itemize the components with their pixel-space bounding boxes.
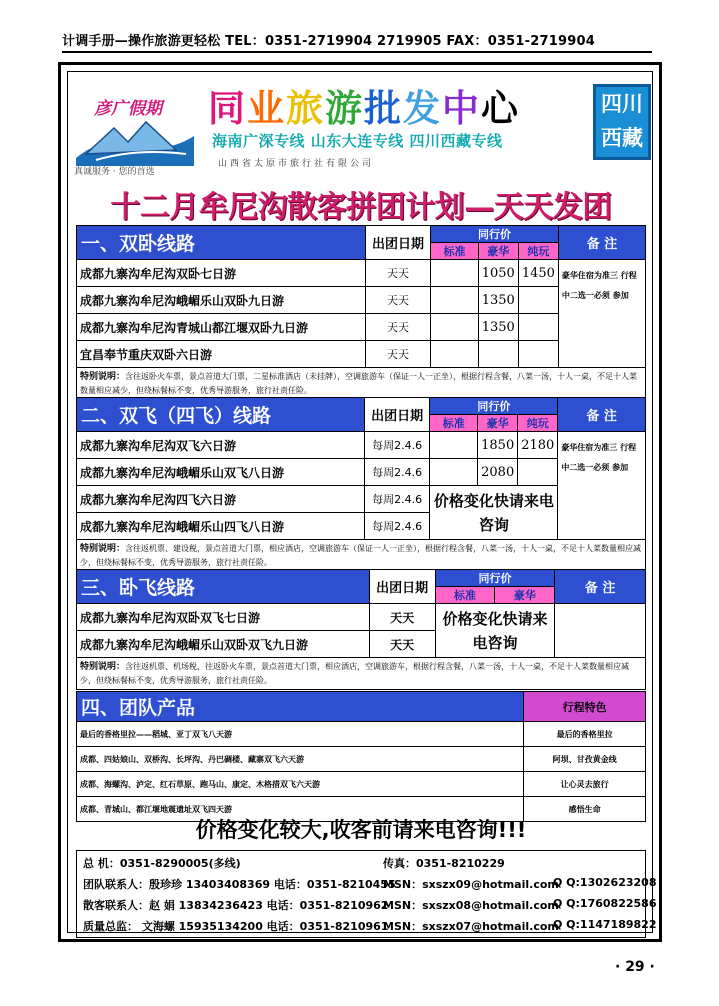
ask-price-note: 价格变化快请来电咨询	[435, 604, 555, 658]
section-header-row	[77, 226, 646, 243]
std-price	[431, 314, 479, 341]
contact-msn: MSN：sxszx08@hotmail.com	[383, 899, 559, 912]
std-price	[430, 459, 478, 486]
departure-date: 天天	[369, 631, 435, 658]
title-char: 同	[208, 87, 247, 130]
feature-header: 行程特色	[524, 692, 646, 722]
agency-logo	[74, 86, 198, 178]
table-row	[77, 604, 646, 631]
badge-line: 四川	[601, 92, 643, 116]
std-price	[431, 287, 479, 314]
contact-qq: Q Q:1147189822	[553, 918, 657, 931]
section-table-2	[76, 397, 646, 572]
remark-header: 备 注	[555, 570, 646, 604]
departure-date: 天天	[369, 604, 435, 631]
luxury-price: 1350	[478, 314, 518, 341]
title-char: 中	[442, 87, 481, 130]
table-row	[77, 260, 646, 287]
section-header-row	[77, 692, 646, 722]
section-name: 一、双卧线路	[77, 226, 366, 260]
special-note-row	[77, 540, 646, 572]
contact-msn: MSN：sxszx07@hotmail.com	[383, 920, 559, 933]
consult-slogan: 价格变化较大,收客前请来电咨询!!!	[195, 818, 527, 842]
route-feature: 感悟生命	[524, 797, 646, 822]
route-name: 成都九寨沟牟尼沟双卧七日游	[77, 260, 366, 287]
table-row	[77, 432, 646, 459]
badge-line: 西藏	[601, 126, 643, 150]
section-header-row	[77, 570, 646, 587]
top-divider	[62, 51, 652, 53]
logo-name: 彦广假期	[94, 99, 162, 119]
departure-date: 每周2.4.6	[364, 486, 430, 513]
departure-date: 天天	[365, 287, 430, 314]
route-name: 成都九寨沟牟尼沟峨嵋乐山双飞八日游	[77, 459, 365, 486]
contact-qq: Q Q:1760822586	[553, 897, 657, 910]
special-note	[77, 540, 646, 572]
contact-row	[83, 918, 657, 938]
section-header-row	[77, 398, 646, 415]
route-name: 成都、海螺沟、泸定、红石草原、跑马山、康定、木格措双飞六天游	[77, 772, 524, 797]
contact-person: 质量总监： 文海螺 15935134200 电话：0351-8210961	[83, 920, 389, 933]
route-name: 成都九寨沟牟尼沟青城山都江堰双卧九日游	[77, 314, 366, 341]
pure-price	[518, 459, 558, 486]
contact-row	[83, 876, 657, 896]
route-name: 成都九寨沟牟尼沟双卧双飞七日游	[77, 604, 370, 631]
special-note-text: 含往返机票、机场税，往返卧火车票，景点首道大门票，相应酒店，空调旅游车，根据行程含餐，八菜一汤，十人一桌，不足十人菜数量相应减少，但绕标餐标不变，优秀导游服务，旅行社责任险。	[80, 662, 630, 685]
section-table-1	[76, 225, 646, 400]
std-header: 标准	[435, 587, 495, 604]
fax-number: 传真：0351-8210229	[383, 857, 505, 870]
top-contact-bar: 计调手册—操作旅游更轻松 TEL：0351-2719904 2719905 FAX：0351-2719904	[62, 34, 595, 49]
remark-header: 备 注	[558, 398, 646, 432]
price-header: 同行价	[431, 226, 559, 243]
pure-price	[518, 287, 558, 314]
special-note-row	[77, 658, 646, 690]
price-header: 同行价	[430, 398, 558, 415]
contact-msn: MSN：sxszx09@hotmail.com	[383, 878, 559, 891]
contact-person: 团队联系人：殷珍珍 13403408369 电话：0351-8210455	[83, 878, 396, 891]
price-header: 同行价	[435, 570, 555, 587]
route-name: 成都九寨沟牟尼沟峨嵋乐山四飞八日游	[77, 513, 365, 540]
special-note-label: 特别说明：	[80, 662, 126, 672]
departure-date: 每周2.4.6	[364, 459, 430, 486]
specialty-lines: 海南广深专线 山东大连专线 四川西藏专线	[212, 132, 503, 150]
luxury-price: 2080	[478, 459, 518, 486]
section-table-4	[76, 691, 646, 822]
special-note-label: 特别说明：	[80, 372, 126, 382]
main-title	[208, 78, 520, 132]
contact-box	[76, 850, 657, 938]
remark-header: 备 注	[558, 226, 645, 260]
special-note-label: 特别说明：	[80, 544, 126, 554]
luxury-header: 豪华	[495, 587, 555, 604]
title-char: 心	[481, 87, 520, 130]
title-char: 旅	[286, 87, 325, 130]
std-price	[431, 341, 479, 368]
route-name: 成都、四姑娘山、双桥沟、长坪沟、丹巴碉楼、藏寨双飞六天游	[77, 747, 524, 772]
ask-price-note: 价格变化快请来电咨询	[430, 486, 558, 540]
departure-date: 每周2.4.6	[364, 513, 430, 540]
pure-header: 纯玩	[518, 415, 558, 432]
route-name: 成都九寨沟牟尼沟峨嵋乐山双卧双飞九日游	[77, 631, 370, 658]
departure-date: 天天	[365, 260, 430, 287]
flyer-frame	[58, 62, 662, 942]
section-name: 四、团队产品	[77, 692, 524, 722]
title-char: 业	[247, 87, 286, 130]
route-name: 成都九寨沟牟尼沟四飞六日游	[77, 486, 365, 513]
special-note-row	[77, 368, 646, 400]
route-feature: 让心灵去旅行	[524, 772, 646, 797]
special-note-text: 含往返卧火车票，景点首道大门票，二星标准酒店（未挂牌），空调旅游车（保证一人一正坐），根据行程含餐，八菜一汤，十人一桌，不足十人菜数量相应减少，但绕标餐标不变，优秀导游服务，旅行社责任险。	[80, 372, 638, 395]
luxury-header: 豪华	[478, 415, 518, 432]
mountain-logo-icon	[76, 114, 194, 166]
route-name: 成都九寨沟牟尼沟双飞六日游	[77, 432, 365, 459]
luxury-price: 1050	[478, 260, 518, 287]
title-char: 游	[325, 87, 364, 130]
route-name: 成都、青城山、都江堰地震遗址双飞四天游	[77, 797, 524, 822]
pure-price	[518, 341, 558, 368]
plan-title: 十二月牟尼沟散客拼团计划—天天发团	[110, 190, 612, 225]
pure-header: 纯玩	[518, 243, 558, 260]
title-char: 发	[403, 87, 442, 130]
remark-empty	[555, 604, 646, 658]
std-header: 标准	[431, 243, 479, 260]
page-number: · 29 ·	[615, 959, 655, 975]
title-char: 批	[364, 87, 403, 130]
route-name: 最后的香格里拉——稻城、亚丁双飞八天游	[77, 722, 524, 747]
luxury-price: 1350	[478, 287, 518, 314]
pure-price: 1450	[518, 260, 558, 287]
flyer-inner-frame	[67, 71, 657, 933]
contact-qq: Q Q:1302623208	[553, 876, 657, 889]
table-row	[77, 722, 646, 747]
remark-note: 豪华住宿为准三 行程中二选一必须 参加	[558, 260, 645, 368]
section-table-3	[76, 569, 646, 690]
pure-price: 2180	[518, 432, 558, 459]
table-row	[77, 747, 646, 772]
contact-person: 散客联系人：赵 娟 13834236423 电话：0351-8210962	[83, 899, 389, 912]
departure-date: 每周2.4.6	[364, 432, 430, 459]
date-header: 出团日期	[365, 226, 430, 260]
section-name: 三、卧飞线路	[77, 570, 370, 604]
std-price	[430, 432, 478, 459]
table-row	[77, 772, 646, 797]
special-note-text: 含往返机票、建设税，景点首道大门票，相应酒店，空调旅游车（保证一人一正坐），根据行程含餐，八菜一汤，十人一桌，不足十人菜数量相应减少，但绕标餐标不变，优秀导游服务，旅行社责任险。	[80, 544, 642, 567]
departure-date: 天天	[365, 341, 430, 368]
date-header: 出团日期	[369, 570, 435, 604]
pure-price	[518, 314, 558, 341]
special-note	[77, 368, 646, 400]
main-phone: 总 机：0351-8290005(多线)	[83, 857, 241, 870]
contact-row	[83, 855, 643, 875]
sichuan-tibet-badge	[593, 84, 651, 160]
route-feature: 阿坝、甘孜黄金线	[524, 747, 646, 772]
contact-row	[83, 897, 657, 917]
luxury-price: 1850	[478, 432, 518, 459]
departure-date: 天天	[365, 314, 430, 341]
luxury-header: 豪华	[478, 243, 518, 260]
std-price	[431, 260, 479, 287]
std-header: 标准	[430, 415, 478, 432]
route-feature: 最后的香格里拉	[524, 722, 646, 747]
route-name: 宜昌奉节重庆双卧六日游	[77, 341, 366, 368]
luxury-price	[478, 341, 518, 368]
date-header: 出团日期	[364, 398, 430, 432]
company-name: 山西省太原市旅行社有限公司	[218, 159, 375, 169]
special-note	[77, 658, 646, 690]
logo-slogan: 真诚服务 · 您的首选	[74, 167, 155, 177]
section-name: 二、双飞（四飞）线路	[77, 398, 365, 432]
remark-note: 豪华住宿为准三 行程中二选一必须 参加	[558, 432, 646, 540]
route-name: 成都九寨沟牟尼沟峨嵋乐山双卧九日游	[77, 287, 366, 314]
